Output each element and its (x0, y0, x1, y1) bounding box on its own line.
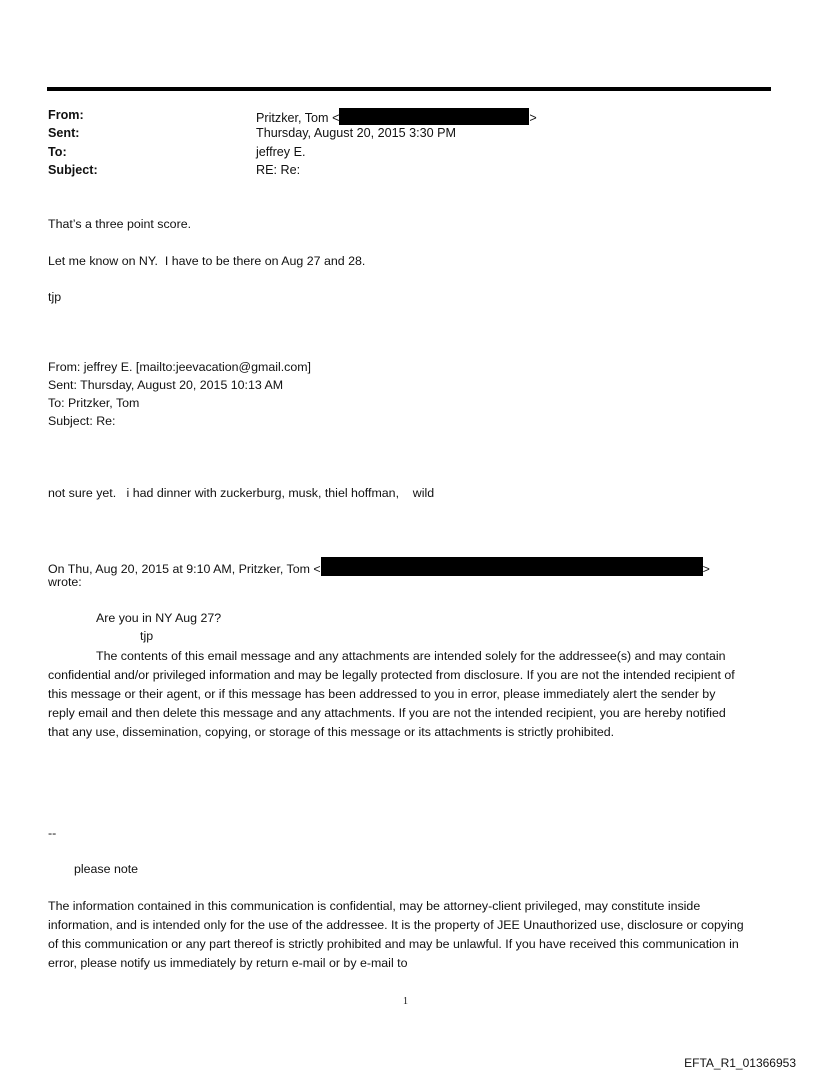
from-label: From: (48, 108, 84, 122)
sent-label: Sent: (48, 126, 80, 140)
redaction-box (321, 557, 703, 576)
please-note: please note (74, 862, 139, 876)
forwarded-from: From: jeffrey E. [mailto:jeevacation@gmail.com] (48, 360, 312, 374)
quoted-intro-text: On Thu, Aug 20, 2015 at 9:10 AM, Pritzker, Tom (48, 562, 310, 576)
forwarded-body: not sure yet. i had dinner with zuckerburg, musk, thiel hoffman, wild (48, 486, 435, 500)
redaction-box (339, 108, 529, 125)
from-bracket-open: < (332, 111, 340, 125)
from-name: Pritzker, Tom (256, 111, 329, 125)
bates-number: EFTA_R1_01366953 (684, 1056, 796, 1070)
forwarded-sent: Sent: Thursday, August 20, 2015 10:13 AM (48, 378, 284, 392)
reply-signature: tjp (48, 290, 62, 304)
quoted-intro (48, 557, 710, 576)
quoted-question: Are you in NY Aug 27? (96, 611, 222, 625)
forwarded-to: To: Pritzker, Tom (48, 396, 140, 410)
reply-line-2: Let me know on NY. I have to be there on Aug 27 and 28. (48, 254, 366, 268)
to-label: To: (48, 145, 67, 159)
quoted-disclaimer: The contents of this email message and any attachments are intended solely for the addressee(s) and may contain confidential and/or privileged information and may be legally protected from disclosure. If you are not the intended recipient of this message or their agent, or if this message has been addressed to you in error, please immediately alert the sender by reply email and then delete this message and any attachments. If you are not the intended recipient, you are hereby notified that any use, dissemination, copying, or storage of this message or its attachments is strictly prohibited. (48, 649, 735, 739)
from-bracket-close: > (529, 111, 537, 125)
header-rule (47, 87, 771, 91)
forwarded-subject: Subject: Re: (48, 414, 116, 428)
page-number: 1 (403, 996, 408, 1007)
confidentiality-notice: The information contained in this communication is confidential, may be attorney-client privileged, may constitute inside information, and is intended only for the use of the addressee. It is the property of JEE Unauthorized use, disclosure or copying of this communication or any part thereof is strictly prohibited and may be unlawful. If you have received this communication in error, please notify us immediately by return e-mail or by e-mail to (48, 899, 744, 970)
from-value (256, 108, 537, 125)
quoted-bracket-close: > (702, 562, 710, 576)
reply-line-1: That’s a three point score. (48, 217, 192, 231)
subject-label: Subject: (48, 163, 98, 177)
separator: -- (48, 826, 57, 840)
quoted-bracket-open: < (313, 562, 321, 576)
to-value: jeffrey E. (256, 145, 306, 159)
quoted-signature: tjp (140, 629, 154, 643)
subject-value: RE: Re: (256, 163, 301, 177)
quoted-wrote: wrote: (48, 575, 82, 589)
sent-value: Thursday, August 20, 2015 3:30 PM (256, 126, 456, 140)
